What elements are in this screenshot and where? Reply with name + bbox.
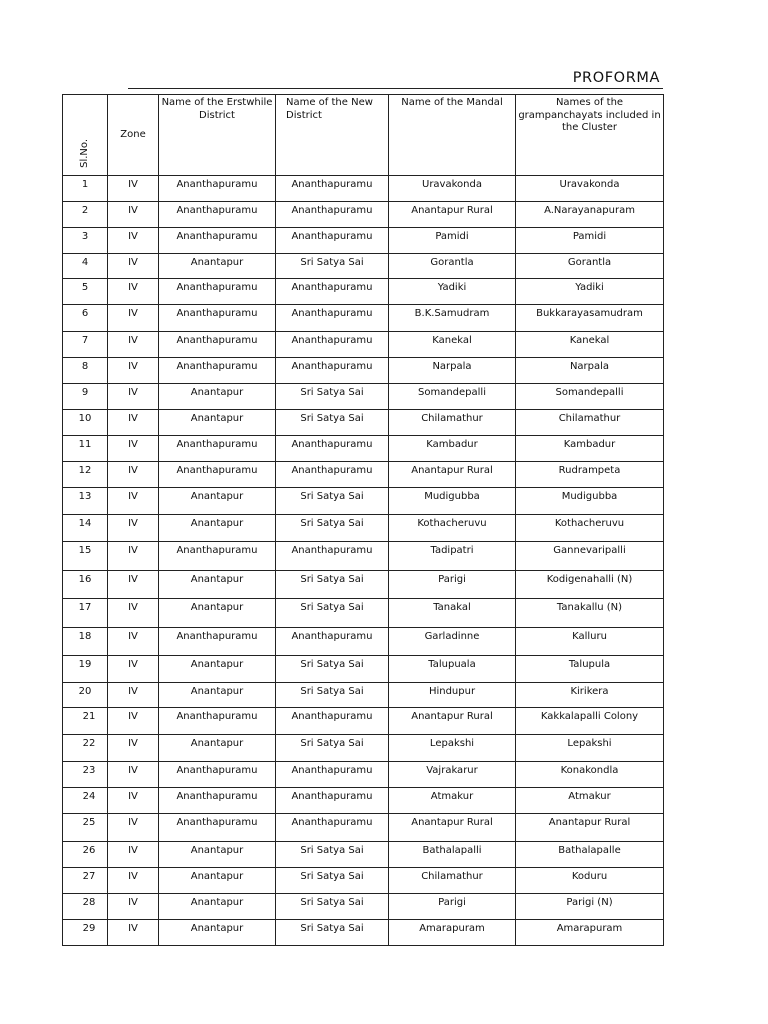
table-row xyxy=(63,462,664,488)
cell-grampanchayats: Gorantla xyxy=(516,254,664,279)
table-row xyxy=(63,762,664,788)
table-row xyxy=(63,599,664,628)
cell-mandal: Yadiki xyxy=(389,279,516,305)
cell-new-district: Ananthapuramu xyxy=(276,542,389,571)
cell-sl-no: 2 xyxy=(63,202,108,228)
cell-grampanchayats: Konakondla xyxy=(516,762,664,788)
table-row xyxy=(63,571,664,599)
cell-erstwhile-district: Ananthapuramu xyxy=(159,332,276,358)
table-row xyxy=(63,436,664,462)
cell-erstwhile-district: Ananthapuramu xyxy=(159,202,276,228)
cell-erstwhile-district: Anantapur xyxy=(159,656,276,683)
cell-erstwhile-district: Ananthapuramu xyxy=(159,228,276,254)
cell-mandal: Talupuala xyxy=(389,656,516,683)
table-row xyxy=(63,708,664,735)
cell-grampanchayats: Bathalapalle xyxy=(516,842,664,868)
cell-new-district: Ananthapuramu xyxy=(276,436,389,462)
cell-grampanchayats: Kothacheruvu xyxy=(516,515,664,542)
table-row xyxy=(63,202,664,228)
cell-mandal: Mudigubba xyxy=(389,488,516,515)
cell-erstwhile-district: Ananthapuramu xyxy=(159,628,276,656)
cell-new-district: Sri Satya Sai xyxy=(276,515,389,542)
cell-erstwhile-district: Anantapur xyxy=(159,410,276,436)
cell-grampanchayats: Rudrampeta xyxy=(516,462,664,488)
table-row xyxy=(63,515,664,542)
cell-sl-no: 28 xyxy=(63,894,108,920)
cell-grampanchayats: Tanakallu (N) xyxy=(516,599,664,628)
cell-erstwhile-district: Ananthapuramu xyxy=(159,788,276,814)
cell-sl-no: 12 xyxy=(63,462,108,488)
cell-mandal: Vajrakarur xyxy=(389,762,516,788)
cell-zone: IV xyxy=(108,305,159,332)
proforma-table xyxy=(62,94,664,946)
cell-new-district: Ananthapuramu xyxy=(276,202,389,228)
table-row xyxy=(63,410,664,436)
cell-sl-no: 27 xyxy=(63,868,108,894)
cell-sl-no: 15 xyxy=(63,542,108,571)
cell-zone: IV xyxy=(108,762,159,788)
cell-sl-no: 17 xyxy=(63,599,108,628)
cell-new-district: Sri Satya Sai xyxy=(276,920,389,946)
cell-zone: IV xyxy=(108,735,159,762)
header-new-district: Name of the New District xyxy=(276,95,389,176)
table-row xyxy=(63,735,664,762)
cell-new-district: Ananthapuramu xyxy=(276,462,389,488)
cell-sl-no: 7 xyxy=(63,332,108,358)
cell-new-district: Ananthapuramu xyxy=(276,628,389,656)
cell-grampanchayats: Amarapuram xyxy=(516,920,664,946)
cell-new-district: Ananthapuramu xyxy=(276,332,389,358)
cell-mandal: Tadipatri xyxy=(389,542,516,571)
header-erstwhile-district: Name of the Erstwhile District xyxy=(159,95,276,176)
cell-new-district: Ananthapuramu xyxy=(276,358,389,384)
cell-new-district: Ananthapuramu xyxy=(276,762,389,788)
cell-erstwhile-district: Anantapur xyxy=(159,735,276,762)
cell-grampanchayats: Gannevaripalli xyxy=(516,542,664,571)
cell-zone: IV xyxy=(108,384,159,410)
cell-mandal: Amarapuram xyxy=(389,920,516,946)
table-row xyxy=(63,332,664,358)
table-row xyxy=(63,683,664,708)
cell-grampanchayats: Pamidi xyxy=(516,228,664,254)
cell-mandal: Uravakonda xyxy=(389,176,516,202)
cell-zone: IV xyxy=(108,628,159,656)
cell-zone: IV xyxy=(108,228,159,254)
cell-zone: IV xyxy=(108,488,159,515)
cell-sl-no: 25 xyxy=(63,814,108,842)
cell-zone: IV xyxy=(108,332,159,358)
cell-sl-no: 13 xyxy=(63,488,108,515)
cell-erstwhile-district: Anantapur xyxy=(159,515,276,542)
cell-new-district: Sri Satya Sai xyxy=(276,683,389,708)
cell-new-district: Ananthapuramu xyxy=(276,279,389,305)
cell-grampanchayats: Anantapur Rural xyxy=(516,814,664,842)
table-row xyxy=(63,488,664,515)
cell-zone: IV xyxy=(108,358,159,384)
table-row xyxy=(63,542,664,571)
cell-zone: IV xyxy=(108,814,159,842)
table-header-row xyxy=(63,95,664,176)
table-row xyxy=(63,358,664,384)
header-zone: Zone xyxy=(108,95,159,176)
cell-mandal: Anantapur Rural xyxy=(389,202,516,228)
cell-sl-no: 6 xyxy=(63,305,108,332)
cell-zone: IV xyxy=(108,656,159,683)
cell-mandal: Chilamathur xyxy=(389,410,516,436)
cell-grampanchayats: Mudigubba xyxy=(516,488,664,515)
cell-zone: IV xyxy=(108,410,159,436)
cell-erstwhile-district: Ananthapuramu xyxy=(159,358,276,384)
cell-grampanchayats: Atmakur xyxy=(516,788,664,814)
cell-erstwhile-district: Anantapur xyxy=(159,488,276,515)
table-row xyxy=(63,842,664,868)
cell-grampanchayats: Talupula xyxy=(516,656,664,683)
cell-zone: IV xyxy=(108,920,159,946)
table-row xyxy=(63,305,664,332)
cell-grampanchayats: Kalluru xyxy=(516,628,664,656)
cell-new-district: Ananthapuramu xyxy=(276,305,389,332)
cell-grampanchayats: Koduru xyxy=(516,868,664,894)
cell-sl-no: 1 xyxy=(63,176,108,202)
cell-erstwhile-district: Ananthapuramu xyxy=(159,762,276,788)
cell-new-district: Sri Satya Sai xyxy=(276,735,389,762)
header-sl-no xyxy=(63,95,108,176)
cell-grampanchayats: Kirikera xyxy=(516,683,664,708)
cell-erstwhile-district: Ananthapuramu xyxy=(159,462,276,488)
cell-sl-no: 19 xyxy=(63,656,108,683)
cell-sl-no: 22 xyxy=(63,735,108,762)
cell-mandal: Kanekal xyxy=(389,332,516,358)
cell-sl-no: 18 xyxy=(63,628,108,656)
cell-zone: IV xyxy=(108,599,159,628)
cell-grampanchayats: A.Narayanapuram xyxy=(516,202,664,228)
cell-erstwhile-district: Ananthapuramu xyxy=(159,176,276,202)
cell-grampanchayats: Lepakshi xyxy=(516,735,664,762)
cell-erstwhile-district: Anantapur xyxy=(159,842,276,868)
cell-erstwhile-district: Anantapur xyxy=(159,683,276,708)
table-body xyxy=(63,176,664,946)
cell-grampanchayats: Kakkalapalli Colony xyxy=(516,708,664,735)
cell-grampanchayats: Narpala xyxy=(516,358,664,384)
cell-mandal: Anantapur Rural xyxy=(389,814,516,842)
cell-new-district: Sri Satya Sai xyxy=(276,842,389,868)
cell-grampanchayats: Bukkarayasamudram xyxy=(516,305,664,332)
cell-grampanchayats: Kanekal xyxy=(516,332,664,358)
cell-zone: IV xyxy=(108,571,159,599)
table-row xyxy=(63,920,664,946)
cell-mandal: Kothacheruvu xyxy=(389,515,516,542)
cell-zone: IV xyxy=(108,894,159,920)
cell-zone: IV xyxy=(108,279,159,305)
table-row xyxy=(63,228,664,254)
cell-grampanchayats: Kodigenahalli (N) xyxy=(516,571,664,599)
table-row xyxy=(63,254,664,279)
cell-zone: IV xyxy=(108,683,159,708)
cell-mandal: Gorantla xyxy=(389,254,516,279)
cell-grampanchayats: Somandepalli xyxy=(516,384,664,410)
cell-erstwhile-district: Anantapur xyxy=(159,254,276,279)
cell-zone: IV xyxy=(108,542,159,571)
cell-new-district: Ananthapuramu xyxy=(276,814,389,842)
cell-sl-no: 5 xyxy=(63,279,108,305)
cell-mandal: Hindupur xyxy=(389,683,516,708)
cell-sl-no: 14 xyxy=(63,515,108,542)
cell-sl-no: 21 xyxy=(63,708,108,735)
cell-zone: IV xyxy=(108,708,159,735)
cell-new-district: Sri Satya Sai xyxy=(276,571,389,599)
cell-mandal: Narpala xyxy=(389,358,516,384)
cell-mandal: Bathalapalli xyxy=(389,842,516,868)
cell-sl-no: 24 xyxy=(63,788,108,814)
cell-erstwhile-district: Ananthapuramu xyxy=(159,279,276,305)
table-row xyxy=(63,176,664,202)
title-underline xyxy=(128,88,663,89)
cell-new-district: Sri Satya Sai xyxy=(276,410,389,436)
cell-new-district: Sri Satya Sai xyxy=(276,254,389,279)
cell-grampanchayats: Parigi (N) xyxy=(516,894,664,920)
cell-sl-no: 16 xyxy=(63,571,108,599)
cell-sl-no: 11 xyxy=(63,436,108,462)
cell-zone: IV xyxy=(108,202,159,228)
cell-erstwhile-district: Anantapur xyxy=(159,384,276,410)
cell-zone: IV xyxy=(108,254,159,279)
cell-mandal: Somandepalli xyxy=(389,384,516,410)
cell-zone: IV xyxy=(108,868,159,894)
cell-erstwhile-district: Ananthapuramu xyxy=(159,305,276,332)
cell-zone: IV xyxy=(108,788,159,814)
cell-erstwhile-district: Anantapur xyxy=(159,599,276,628)
cell-zone: IV xyxy=(108,842,159,868)
cell-erstwhile-district: Anantapur xyxy=(159,868,276,894)
table-row xyxy=(63,868,664,894)
cell-sl-no: 9 xyxy=(63,384,108,410)
cell-erstwhile-district: Ananthapuramu xyxy=(159,436,276,462)
cell-sl-no: 3 xyxy=(63,228,108,254)
cell-grampanchayats: Uravakonda xyxy=(516,176,664,202)
cell-mandal: Parigi xyxy=(389,571,516,599)
cell-erstwhile-district: Ananthapuramu xyxy=(159,542,276,571)
table-row xyxy=(63,656,664,683)
cell-mandal: Atmakur xyxy=(389,788,516,814)
cell-new-district: Ananthapuramu xyxy=(276,176,389,202)
cell-mandal: Lepakshi xyxy=(389,735,516,762)
cell-new-district: Ananthapuramu xyxy=(276,788,389,814)
cell-new-district: Sri Satya Sai xyxy=(276,894,389,920)
cell-mandal: Parigi xyxy=(389,894,516,920)
cell-mandal: B.K.Samudram xyxy=(389,305,516,332)
table-row xyxy=(63,384,664,410)
cell-mandal: Anantapur Rural xyxy=(389,462,516,488)
header-sl-no-label: Sl.No. xyxy=(78,138,90,168)
cell-sl-no: 20 xyxy=(63,683,108,708)
cell-new-district: Sri Satya Sai xyxy=(276,488,389,515)
cell-grampanchayats: Chilamathur xyxy=(516,410,664,436)
cell-zone: IV xyxy=(108,462,159,488)
cell-new-district: Sri Satya Sai xyxy=(276,599,389,628)
cell-sl-no: 10 xyxy=(63,410,108,436)
cell-mandal: Chilamathur xyxy=(389,868,516,894)
cell-grampanchayats: Yadiki xyxy=(516,279,664,305)
cell-mandal: Anantapur Rural xyxy=(389,708,516,735)
cell-new-district: Sri Satya Sai xyxy=(276,384,389,410)
cell-sl-no: 4 xyxy=(63,254,108,279)
cell-sl-no: 23 xyxy=(63,762,108,788)
cell-zone: IV xyxy=(108,436,159,462)
table-row xyxy=(63,894,664,920)
cell-erstwhile-district: Anantapur xyxy=(159,571,276,599)
table-row xyxy=(63,628,664,656)
table-row xyxy=(63,279,664,305)
cell-new-district: Ananthapuramu xyxy=(276,228,389,254)
cell-mandal: Garladinne xyxy=(389,628,516,656)
cell-new-district: Ananthapuramu xyxy=(276,708,389,735)
cell-erstwhile-district: Anantapur xyxy=(159,894,276,920)
header-mandal: Name of the Mandal xyxy=(389,95,516,176)
cell-zone: IV xyxy=(108,176,159,202)
header-grampanchayats: Names of the grampanchayats included in the Cluster xyxy=(516,95,664,176)
cell-erstwhile-district: Anantapur xyxy=(159,920,276,946)
cell-new-district: Sri Satya Sai xyxy=(276,656,389,683)
cell-mandal: Tanakal xyxy=(389,599,516,628)
cell-new-district: Sri Satya Sai xyxy=(276,868,389,894)
table-row xyxy=(63,788,664,814)
cell-erstwhile-district: Ananthapuramu xyxy=(159,708,276,735)
cell-sl-no: 26 xyxy=(63,842,108,868)
page-title: PROFORMA xyxy=(572,70,660,86)
cell-sl-no: 29 xyxy=(63,920,108,946)
cell-zone: IV xyxy=(108,515,159,542)
cell-sl-no: 8 xyxy=(63,358,108,384)
table-row xyxy=(63,814,664,842)
cell-mandal: Pamidi xyxy=(389,228,516,254)
cell-mandal: Kambadur xyxy=(389,436,516,462)
cell-grampanchayats: Kambadur xyxy=(516,436,664,462)
cell-erstwhile-district: Ananthapuramu xyxy=(159,814,276,842)
